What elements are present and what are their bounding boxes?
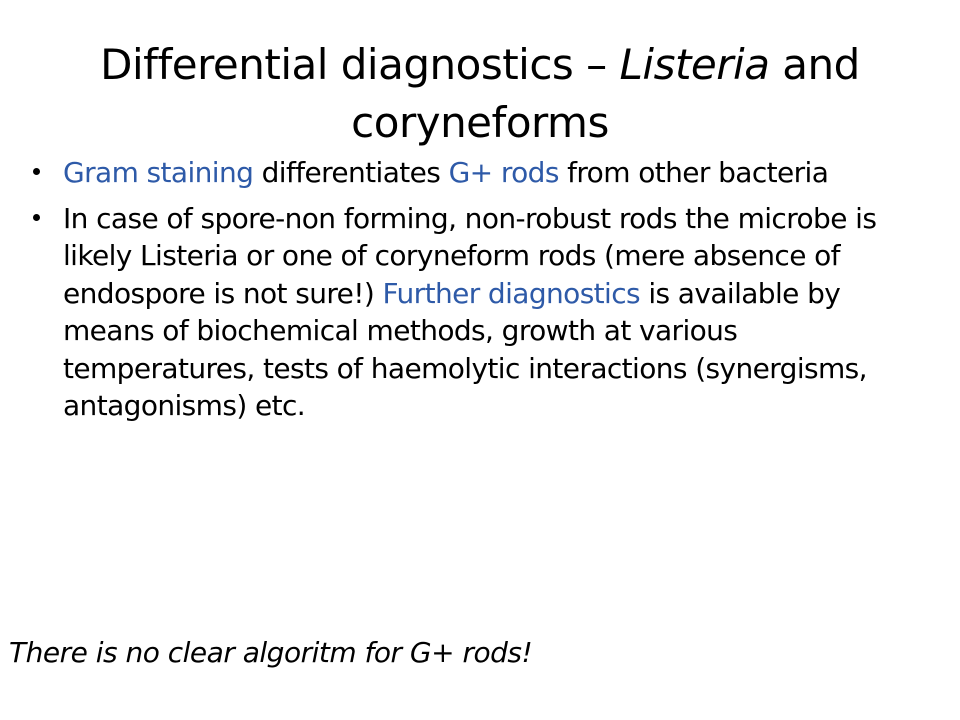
title-text-part3: and coryneforms	[351, 40, 860, 148]
conclusion-text: There is no clear algoritm for G+ rods!	[9, 636, 533, 669]
bullet-dot-icon	[33, 214, 40, 221]
bullet-item	[18, 200, 936, 425]
bullet-segment: In case of spore-non forming, non-robust rods the microbe is likely Listeria or one of coryneform rods (mere absence of endospore is not sure!)	[63, 201, 877, 310]
title-text-part1: Differential diagnostics –	[100, 40, 620, 90]
bullet-segment: G+ rods	[448, 156, 559, 189]
bullet-list	[18, 154, 936, 433]
bullet-segment: differentiates	[253, 156, 449, 189]
bullet-segment: Gram staining	[63, 156, 254, 189]
bullet-item	[18, 154, 936, 192]
slide-title	[20, 36, 940, 152]
bullet-segment: from other bacteria	[558, 156, 829, 189]
bullet-text	[63, 154, 936, 192]
bullet-dot-icon	[33, 168, 40, 175]
title-text-listeria: Listeria	[619, 40, 770, 90]
bullet-text	[63, 200, 936, 425]
bullet-segment: Further diagnostics	[382, 276, 641, 310]
bullet-segment: is available by means of biochemical methods, growth at various temperatures, tests of haemolytic interactions (synergisms, antagonisms) etc.	[63, 276, 867, 422]
